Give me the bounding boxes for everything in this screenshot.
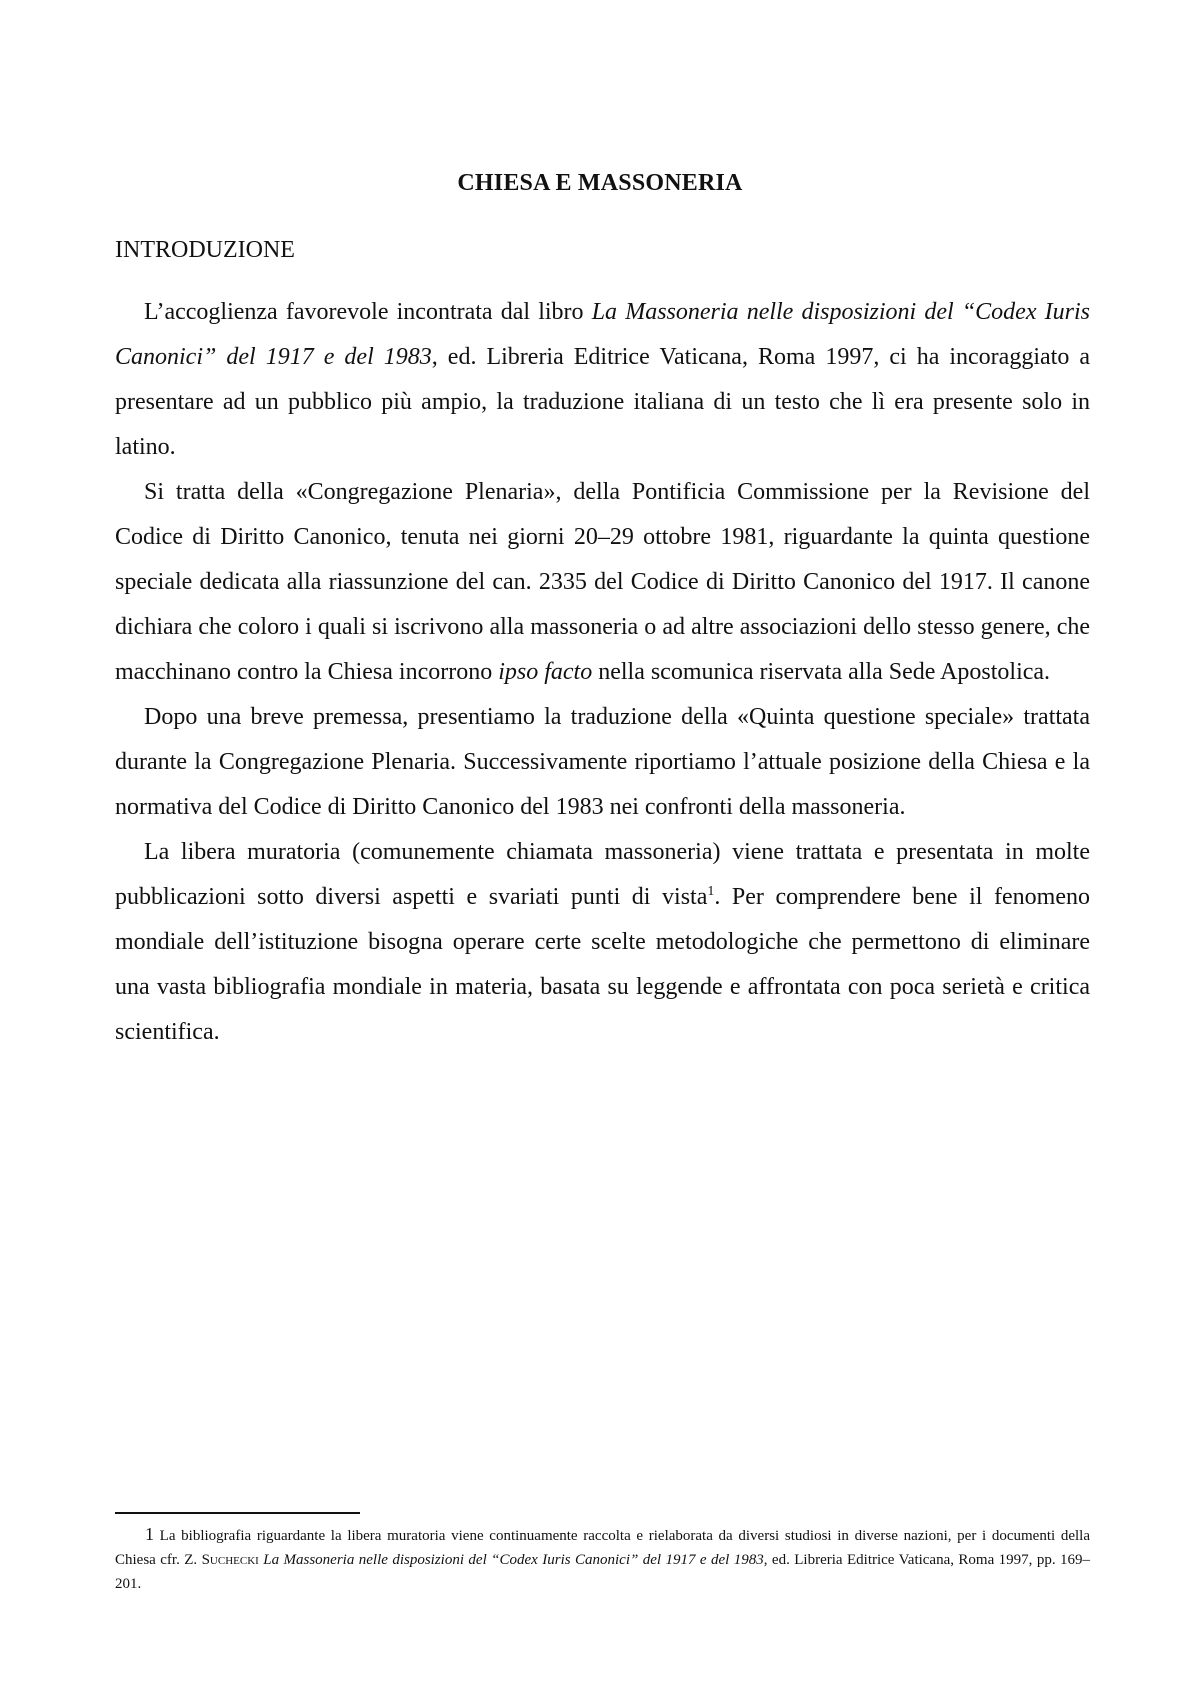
- footnote-reference[interactable]: 1: [707, 884, 715, 899]
- paragraph-4-text-a: La libera muratoria (comunemente chiamata massoneria) viene trattata e presentata in molte pubblicazioni sotto diversi aspetti e svariati punti di vista: [115, 839, 1090, 910]
- footnote-text-a: La bibliografia riguardante la libera muratoria viene continuamente raccolta e rielaborata da diversi studiosi in diverse nazioni, per i documenti della Chiesa cfr. Z.: [115, 1528, 1090, 1568]
- paragraph-1: [115, 290, 1090, 470]
- paragraph-2: [115, 470, 1090, 695]
- footnote-author: Suchecki: [201, 1552, 259, 1568]
- book-title-italic: La Massoneria nelle disposizioni del “Codex Iuris Canonici” del 1917 e del 1983: [115, 299, 1090, 370]
- footnote-book-title: La Massoneria nelle disposizioni del “Codex Iuris Canonici” del 1917 e del 1983: [258, 1552, 764, 1568]
- footnote-separator: [115, 1512, 360, 1514]
- paragraph-4: [115, 830, 1090, 1055]
- body-text: [115, 290, 1090, 1055]
- paragraph-1-text-a: L’accoglienza favorevole incontrata dal libro: [144, 299, 592, 325]
- footnote: [115, 1522, 1090, 1596]
- latin-phrase-italic: ipso facto: [498, 659, 593, 685]
- footnote-text-c: , ed. Libreria Editrice Vaticana, Roma 1997, pp. 169–201.: [115, 1552, 1091, 1592]
- footnote-number: 1: [145, 1524, 154, 1544]
- document-title: CHIESA E MASSONERIA: [457, 170, 743, 196]
- paragraph-4-text-b: . Per comprendere bene il fenomeno mondiale dell’istituzione bisogna operare certe scelte metodologiche che permettono di eliminare una vasta bibliografia mondiale in materia, basata su leggende e affrontata con poca serietà e critica scientifica.: [115, 884, 1091, 1045]
- paragraph-2-text-c: nella scomunica riservata alla Sede Apostolica.: [592, 659, 1051, 685]
- paragraph-1-text-c: , ed. Libreria Editrice Vaticana, Roma 1997, ci ha incoraggiato a presentare ad un pubblico più ampio, la traduzione italiana di un testo che lì era presente solo in latino.: [115, 344, 1090, 460]
- paragraph-3: Dopo una breve premessa, presentiamo la traduzione della «Quinta questione speciale» trattata durante la Congregazione Plenaria. Successivamente riportiamo l’attuale posizione della Chiesa e la normativa del Codice di Diritto Canonico del 1983 nei confronti della massoneria.: [115, 704, 1090, 820]
- section-heading: INTRODUZIONE: [115, 237, 295, 263]
- paragraph-2-text-a: Si tratta della «Congregazione Plenaria», della Pontificia Commissione per la Revisione del Codice di Diritto Canonico, tenuta nei giorni 20–29 ottobre 1981, riguardante la quinta questione speciale dedicata alla riassunzione del can. 2335 del Codice di Diritto Canonico del 1917. Il canone dichiara che coloro i quali si iscrivono alla massoneria o ad altre associazioni dello stesso genere, che macchinano contro la Chiesa incorrono: [115, 479, 1090, 685]
